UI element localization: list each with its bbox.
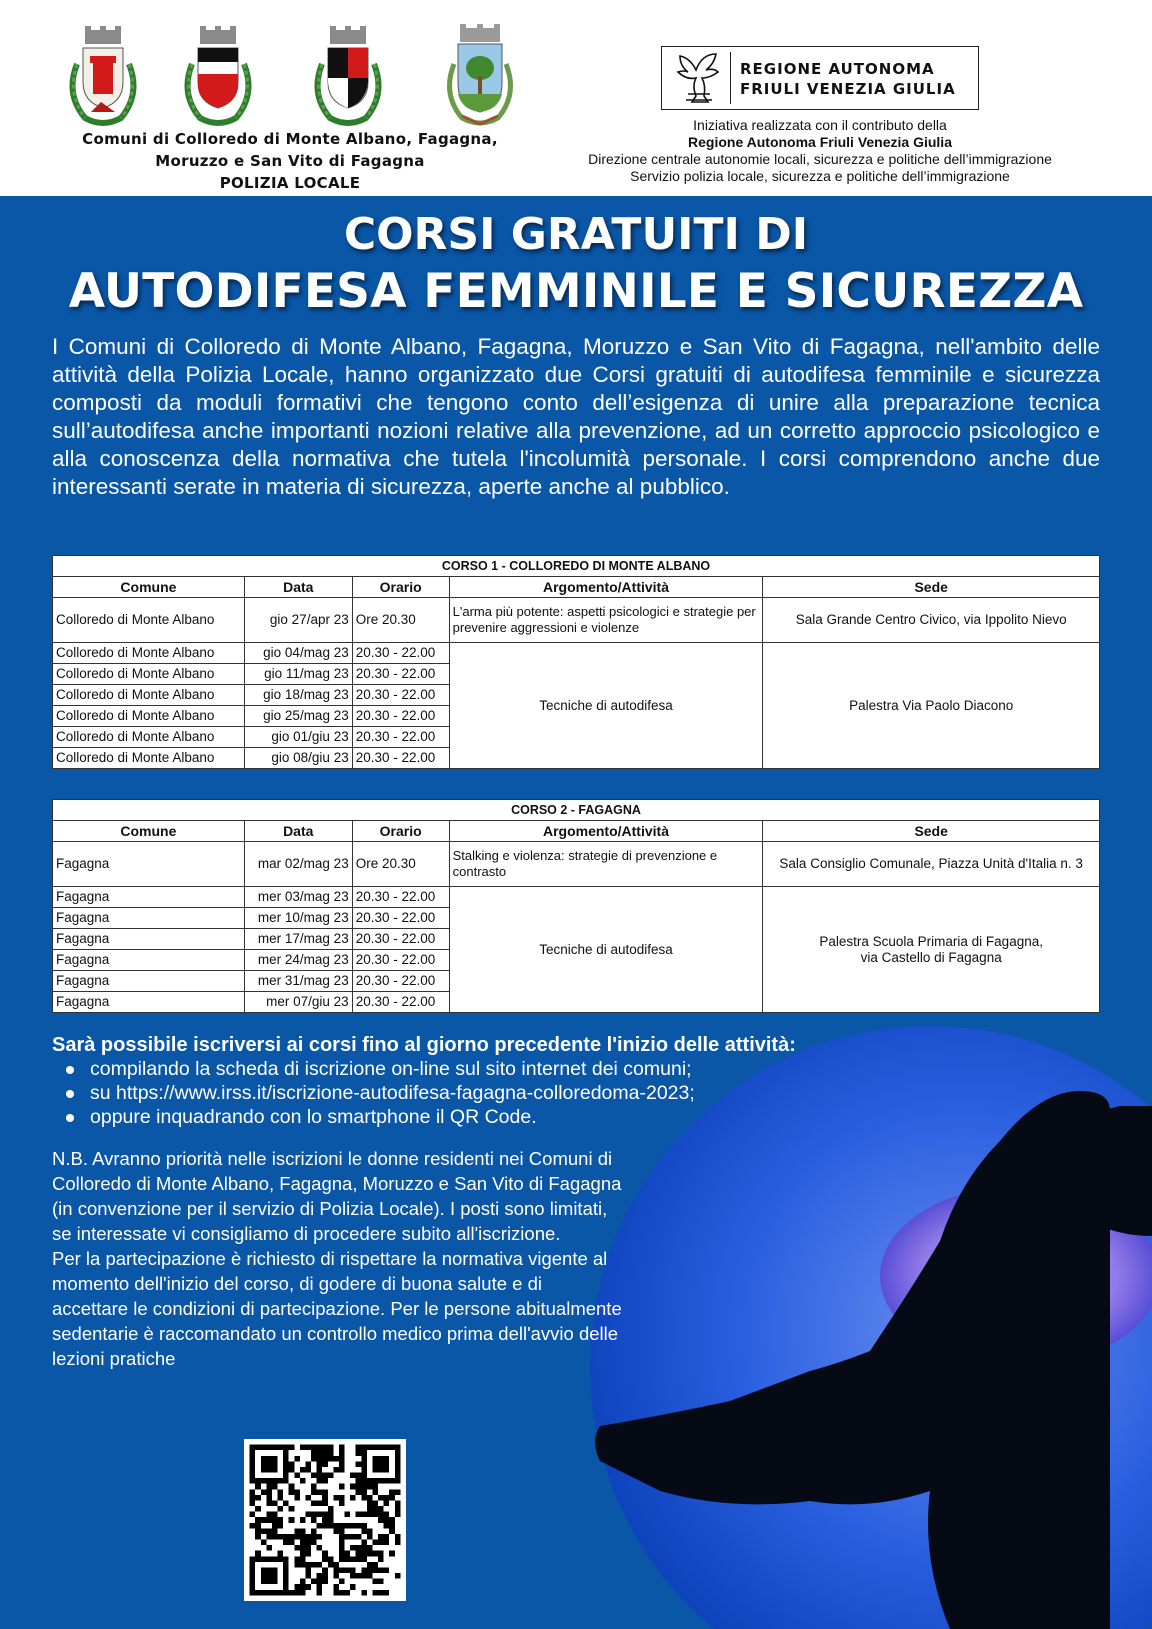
cell-data: gio 18/mag 23 bbox=[244, 685, 352, 706]
header-orario: Orario bbox=[352, 577, 449, 598]
cell-sede: Sala Grande Centro Civico, via Ippolito Nievo bbox=[763, 598, 1100, 643]
cell-data: mer 24/mag 23 bbox=[244, 950, 352, 971]
cell-data: gio 27/apr 23 bbox=[244, 598, 352, 643]
cell-orario: 20.30 - 22.00 bbox=[352, 887, 449, 908]
san-vito-crest-icon bbox=[440, 24, 520, 128]
cell-orario: 20.30 - 22.00 bbox=[352, 643, 449, 664]
cell-comune: Colloredo di Monte Albano bbox=[53, 706, 245, 727]
iniziativa-line-2: Regione Autonoma Friuli Venezia Giulia bbox=[688, 134, 952, 150]
cell-orario: 20.30 - 22.00 bbox=[352, 950, 449, 971]
cell-comune: Colloredo di Monte Albano bbox=[53, 685, 245, 706]
cell-comune: Colloredo di Monte Albano bbox=[53, 748, 245, 769]
cell-comune: Colloredo di Monte Albano bbox=[53, 727, 245, 748]
cell-argomento-group: Tecniche di autodifesa bbox=[449, 887, 763, 1013]
cell-orario: Ore 20.30 bbox=[352, 842, 449, 887]
comuni-polizia-caption bbox=[40, 128, 540, 194]
nota-bene-paragraph-1: N.B. Avranno priorità nelle iscrizioni le donne residenti nei Comuni di Colloredo di Monte Albano, Fagagna, Moruzzo e San Vito di Fagagna (in convenzione per il servizio di Polizia Locale). I posti sono limitati, se interessate vi consigliamo di procedere subito all'iscrizione. bbox=[52, 1148, 622, 1244]
fagagna-crest-icon bbox=[178, 24, 258, 128]
cell-orario: 20.30 - 22.00 bbox=[352, 664, 449, 685]
cell-data: gio 25/mag 23 bbox=[244, 706, 352, 727]
cell-comune: Fagagna bbox=[53, 887, 245, 908]
regione-divider bbox=[730, 52, 731, 104]
cell-comune: Fagagna bbox=[53, 929, 245, 950]
cell-argomento: Stalking e violenza: strategie di prevenzione e contrasto bbox=[449, 842, 763, 887]
regione-name bbox=[740, 59, 956, 99]
cell-comune: Fagagna bbox=[53, 908, 245, 929]
header-comune: Comune bbox=[53, 821, 245, 842]
cell-data: gio 01/giu 23 bbox=[244, 727, 352, 748]
header-comune: Comune bbox=[53, 577, 245, 598]
cell-comune: Colloredo di Monte Albano bbox=[53, 643, 245, 664]
list-item: oppure inquadrando con lo smartphone il QR Code. bbox=[62, 1105, 695, 1129]
cell-comune: Fagagna bbox=[53, 971, 245, 992]
cell-data: gio 11/mag 23 bbox=[244, 664, 352, 685]
eagle-logo-icon bbox=[672, 50, 722, 106]
intro-paragraph: I Comuni di Colloredo di Monte Albano, Fagagna, Moruzzo e San Vito di Fagagna, nell'ambito delle attività della Polizia Locale, hanno organizzato due Corsi gratuiti di autodifesa femminile e sicurezza composti da moduli formativi che tengono conto dell’esigenza di unire alla preparazione tecnica sull’autodifesa anche importanti nozioni relative alla prevenzione, ad un corretto approccio psicologico e alla conoscenza della normativa che tutela l'incolumità personale. I corsi comprendono anche due interessanti serate in materia di sicurezza, aperte anche al pubblico. bbox=[52, 334, 1100, 499]
cell-sede: Sala Consiglio Comunale, Piazza Unità d'Italia n. 3 bbox=[763, 842, 1100, 887]
header-data: Data bbox=[244, 577, 352, 598]
cell-data: gio 04/mag 23 bbox=[244, 643, 352, 664]
iniziativa-line-3: Direzione centrale autonomie locali, sicurezza e politiche dell’immigrazione bbox=[588, 151, 1052, 167]
cell-comune: Colloredo di Monte Albano bbox=[53, 598, 245, 643]
cell-data: mer 03/mag 23 bbox=[244, 887, 352, 908]
header-sede: Sede bbox=[763, 577, 1100, 598]
header bbox=[0, 0, 1152, 196]
regione-line-2: FRIULI VENEZIA GIULIA bbox=[740, 80, 956, 98]
regione-logo bbox=[661, 46, 979, 110]
qr-code-icon[interactable] bbox=[244, 1439, 406, 1601]
cell-sede-group bbox=[763, 887, 1100, 1013]
cell-orario: 20.30 - 22.00 bbox=[352, 748, 449, 769]
cell-orario: 20.30 - 22.00 bbox=[352, 685, 449, 706]
cell-comune: Fagagna bbox=[53, 992, 245, 1013]
main-panel bbox=[0, 196, 1152, 1629]
nota-bene-paragraph-2: Per la partecipazione è richiesto di rispettare la normativa vigente al momento dell'inizio del corso, di godere di buona salute e di accettare le condizioni di partecipazione. Per le persone abitualmente sedentarie è raccomandato un controllo medico prima dell'avvio delle lezioni pratiche bbox=[52, 1248, 622, 1369]
cell-argomento-group: Tecniche di autodifesa bbox=[449, 643, 763, 769]
list-item[interactable]: su https://www.irss.it/iscrizione-autodifesa-fagagna-colloredoma-2023; bbox=[62, 1081, 695, 1105]
cell-orario: Ore 20.30 bbox=[352, 598, 449, 643]
cell-data: mer 07/giu 23 bbox=[244, 992, 352, 1013]
header-orario: Orario bbox=[352, 821, 449, 842]
cell-orario: 20.30 - 22.00 bbox=[352, 727, 449, 748]
cell-data: mer 17/mag 23 bbox=[244, 929, 352, 950]
nota-bene bbox=[52, 1146, 622, 1371]
iniziativa-caption bbox=[540, 117, 1100, 185]
cell-data: mer 31/mag 23 bbox=[244, 971, 352, 992]
list-item: compilando la scheda di iscrizione on-line sul sito internet dei comuni; bbox=[62, 1057, 695, 1081]
cell-comune: Fagagna bbox=[53, 950, 245, 971]
cell-orario: 20.30 - 22.00 bbox=[352, 971, 449, 992]
cell-sede-group: Palestra Via Paolo Diacono bbox=[763, 643, 1100, 769]
title-line-2: AUTODIFESA FEMMINILE E SICUREZZA bbox=[68, 264, 1084, 319]
cell-orario: 20.30 - 22.00 bbox=[352, 992, 449, 1013]
title-line-1: CORSI GRATUITI DI bbox=[343, 209, 809, 260]
cell-orario: 20.30 - 22.00 bbox=[352, 908, 449, 929]
iscrizione-list bbox=[62, 1057, 695, 1129]
cell-comune: Fagagna bbox=[53, 842, 245, 887]
iscrizione-heading: Sarà possibile iscriversi ai corsi fino al giorno precedente l'inizio delle attività: bbox=[52, 1034, 796, 1056]
header-argomento: Argomento/Attività bbox=[449, 821, 763, 842]
table-row bbox=[53, 643, 1100, 664]
comuni-line-2: Moruzzo e San Vito di Fagagna bbox=[155, 152, 425, 170]
colloredo-crest-icon bbox=[63, 24, 143, 128]
cell-data: gio 08/giu 23 bbox=[244, 748, 352, 769]
header-argomento: Argomento/Attività bbox=[449, 577, 763, 598]
qr-code-graphic bbox=[244, 1439, 406, 1601]
cell-data: mer 10/mag 23 bbox=[244, 908, 352, 929]
comuni-line-3: POLIZIA LOCALE bbox=[219, 174, 361, 192]
iniziativa-line-1: Iniziativa realizzata con il contributo della bbox=[693, 117, 947, 133]
iniziativa-line-4: Servizio polizia locale, sicurezza e politiche dell’immigrazione bbox=[630, 168, 1010, 184]
course-1-table bbox=[52, 555, 1100, 769]
course-2-table bbox=[52, 799, 1100, 1013]
cell-orario: 20.30 - 22.00 bbox=[352, 706, 449, 727]
comuni-line-1: Comuni di Colloredo di Monte Albano, Fagagna, bbox=[82, 130, 498, 148]
table-row bbox=[53, 887, 1100, 908]
sede-group-line-1: Palestra Scuola Primaria di Fagagna, bbox=[819, 933, 1043, 949]
header-sede: Sede bbox=[763, 821, 1100, 842]
course-1-caption: CORSO 1 - COLLOREDO DI MONTE ALBANO bbox=[53, 556, 1100, 577]
cell-orario: 20.30 - 22.00 bbox=[352, 929, 449, 950]
cell-comune: Colloredo di Monte Albano bbox=[53, 664, 245, 685]
regione-line-1: REGIONE AUTONOMA bbox=[740, 60, 935, 78]
table-row bbox=[53, 842, 1100, 887]
cell-argomento: L'arma più potente: aspetti psicologici e strategie per prevenire aggressioni e violenze bbox=[449, 598, 763, 643]
moruzzo-crest-icon bbox=[308, 24, 388, 128]
course-2-caption: CORSO 2 - FAGAGNA bbox=[53, 800, 1100, 821]
table-row bbox=[53, 598, 1100, 643]
header-data: Data bbox=[244, 821, 352, 842]
cell-data: mar 02/mag 23 bbox=[244, 842, 352, 887]
sede-group-line-2: via Castello di Fagagna bbox=[860, 949, 1002, 965]
